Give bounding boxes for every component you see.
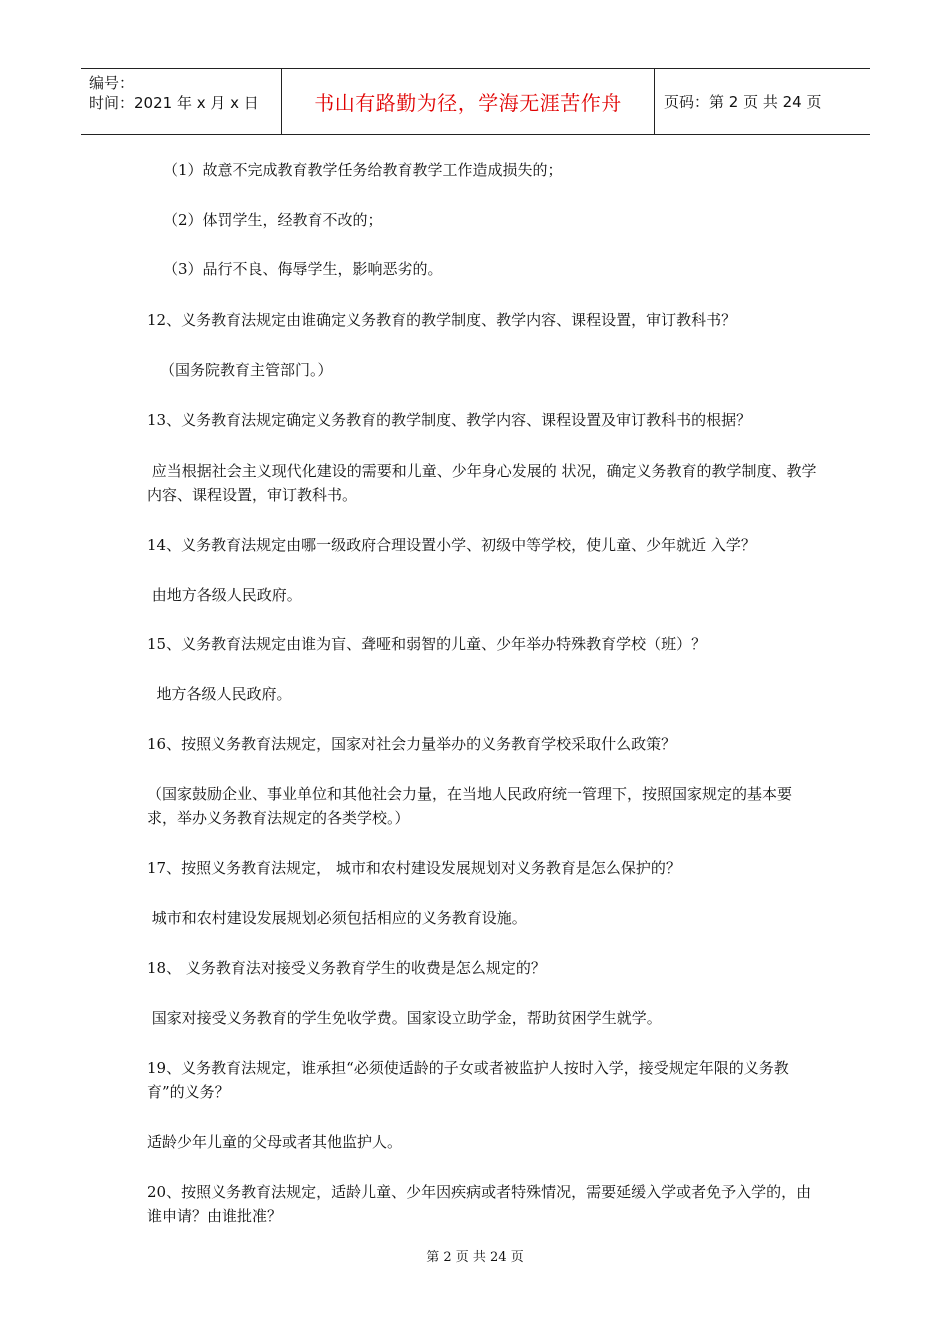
clause-1: （1）故意不完成教育教学任务给教育教学工作造成损失的； <box>163 161 563 179</box>
answer-15: 地方各级人民政府。 <box>147 685 292 703</box>
question-19: 19、义务教育法规定，谁承担“必须使适龄的子女或者被监护人按时入学，接受规定年限的义务教育”的义务？ <box>147 1059 789 1101</box>
question-12: 12、义务教育法规定由谁确定义务教育的教学制度、教学内容、课程设置，审订教科书？ <box>147 311 737 329</box>
question-18: 18、 义务教育法对接受义务教育学生的收费是怎么规定的？ <box>147 959 546 977</box>
clause-3: （3）品行不良、侮辱学生，影响恶劣的。 <box>163 260 443 278</box>
motto-text: 书山有路勤为径，学海无涯苦作舟 <box>314 91 622 115</box>
answer-13: 应当根据社会主义现代化建设的需要和儿童、少年身心发展的 状况，确定义务教育的教学制度、教学内容、课程设置，审订教科书。 <box>147 462 817 504</box>
answer-17: 城市和农村建设发展规划必须包括相应的义务教育设施。 <box>147 909 527 927</box>
page-info: 页码：第 2 页 共 24 页 <box>664 93 822 111</box>
question-13: 13、义务教育法规定确定义务教育的教学制度、教学内容、课程设置及审订教科书的根据？ <box>147 411 752 429</box>
page-header <box>81 68 870 135</box>
answer-12: （国务院教育主管部门。） <box>160 361 333 379</box>
question-15: 15、义务教育法规定由谁为盲、聋哑和弱智的儿童、少年举办特殊教育学校（班）？ <box>147 635 707 653</box>
question-17: 17、按照义务教育法规定， 城市和农村建设发展规划对义务教育是怎么保护的？ <box>147 859 681 877</box>
answer-18: 国家对接受义务教育的学生免收学费。国家设立助学金，帮助贫困学生就学。 <box>147 1009 662 1027</box>
question-14: 14、义务教育法规定由哪一级政府合理设置小学、初级中等学校，使儿童、少年就近 入学？ <box>147 536 756 554</box>
header-page-cell <box>655 69 870 134</box>
question-16: 16、按照义务教育法规定，国家对社会力量举办的义务教育学校采取什么政策？ <box>147 735 677 753</box>
clause-2: （2）体罚学生，经教育不改的； <box>163 211 383 229</box>
answer-14: 由地方各级人民政府。 <box>147 586 302 604</box>
number-label: 编号： <box>89 74 135 92</box>
page-footer: 第 2 页 共 24 页 <box>426 1250 524 1265</box>
answer-16: （国家鼓励企业、事业单位和其他社会力量，在当地人民政府统一管理下，按照国家规定的基本要求，举办义务教育法规定的各类学校。） <box>147 785 793 827</box>
time-label: 时间：2021 年 x 月 x 日 <box>89 94 259 112</box>
header-meta-cell <box>81 69 282 134</box>
header-motto-cell <box>282 69 655 134</box>
question-20: 20、按照义务教育法规定，适龄儿童、少年因疾病或者特殊情况，需要延缓入学或者免予入学的，由谁申请？由谁批准？ <box>147 1183 812 1225</box>
answer-19: 适龄少年儿童的父母或者其他监护人。 <box>147 1133 403 1151</box>
